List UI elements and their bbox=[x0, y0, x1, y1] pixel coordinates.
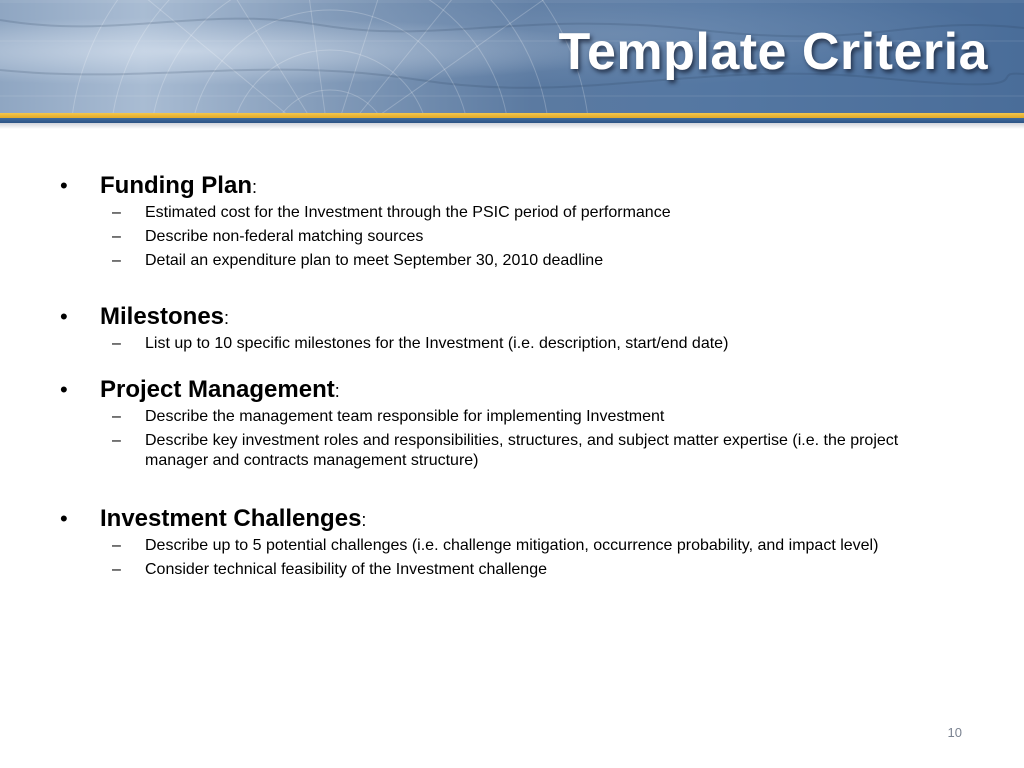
section-investment-challenges bbox=[60, 503, 960, 580]
section-funding-plan bbox=[60, 170, 960, 271]
sub-list bbox=[60, 334, 960, 354]
list-item bbox=[60, 334, 960, 354]
bullet-icon: • bbox=[60, 377, 68, 402]
bullet-content bbox=[60, 170, 960, 584]
list-item-text: Detail an expenditure plan to meet September 30, 2010 deadline bbox=[145, 252, 604, 269]
list-item-text: Consider technical feasibility of the Investment challenge bbox=[145, 561, 547, 578]
dash-icon: – bbox=[112, 252, 121, 269]
section-colon: : bbox=[251, 177, 257, 197]
section-milestones bbox=[60, 301, 960, 354]
list-item-text: Estimated cost for the Investment through the PSIC period of performance bbox=[145, 204, 671, 221]
section-heading bbox=[60, 374, 960, 407]
section-heading bbox=[60, 170, 960, 203]
list-item-text: Describe non-federal matching sources bbox=[145, 228, 424, 245]
dash-icon: – bbox=[112, 228, 121, 245]
dash-icon: – bbox=[112, 335, 121, 352]
dash-icon: – bbox=[112, 204, 121, 221]
section-project-management bbox=[60, 374, 960, 471]
section-colon: : bbox=[224, 308, 230, 328]
dash-icon: – bbox=[112, 561, 121, 578]
header-banner bbox=[0, 0, 1024, 114]
section-title: Funding Plan bbox=[100, 172, 252, 199]
sub-list bbox=[60, 536, 960, 580]
bullet-icon: • bbox=[60, 304, 68, 329]
dash-icon: – bbox=[112, 408, 121, 425]
list-item-text: Describe up to 5 potential challenges (i.e. challenge mitigation, occurrence probability, and impact level) bbox=[145, 537, 879, 554]
page-number: 10 bbox=[947, 725, 962, 740]
list-item bbox=[60, 431, 960, 471]
list-item bbox=[60, 227, 960, 247]
bullet-icon: • bbox=[60, 506, 68, 531]
section-title: Project Management bbox=[100, 376, 335, 403]
list-item-text: List up to 10 specific milestones for the Investment (i.e. description, start/end date) bbox=[145, 335, 729, 352]
list-item-text: Describe key investment roles and responsibilities, structures, and subject matter expertise (i.e. the project manager and contracts management structure) bbox=[145, 432, 899, 469]
list-item bbox=[60, 407, 960, 427]
sub-list bbox=[60, 203, 960, 271]
list-item bbox=[60, 203, 960, 223]
bullet-icon: • bbox=[60, 173, 68, 198]
section-heading bbox=[60, 301, 960, 334]
list-item bbox=[60, 251, 960, 271]
section-heading bbox=[60, 503, 960, 536]
list-item-text: Describe the management team responsible for implementing Investment bbox=[145, 408, 665, 425]
dash-icon: – bbox=[112, 432, 121, 449]
dash-icon: – bbox=[112, 537, 121, 554]
section-title: Milestones bbox=[100, 303, 225, 330]
section-title: Investment Challenges bbox=[100, 505, 362, 532]
list-item bbox=[60, 536, 960, 556]
slide-title: Template Criteria bbox=[558, 23, 988, 81]
section-colon: : bbox=[361, 510, 367, 530]
list-item bbox=[60, 560, 960, 580]
section-colon: : bbox=[334, 381, 340, 401]
sub-list bbox=[60, 407, 960, 471]
divider-shadow bbox=[0, 123, 1024, 129]
